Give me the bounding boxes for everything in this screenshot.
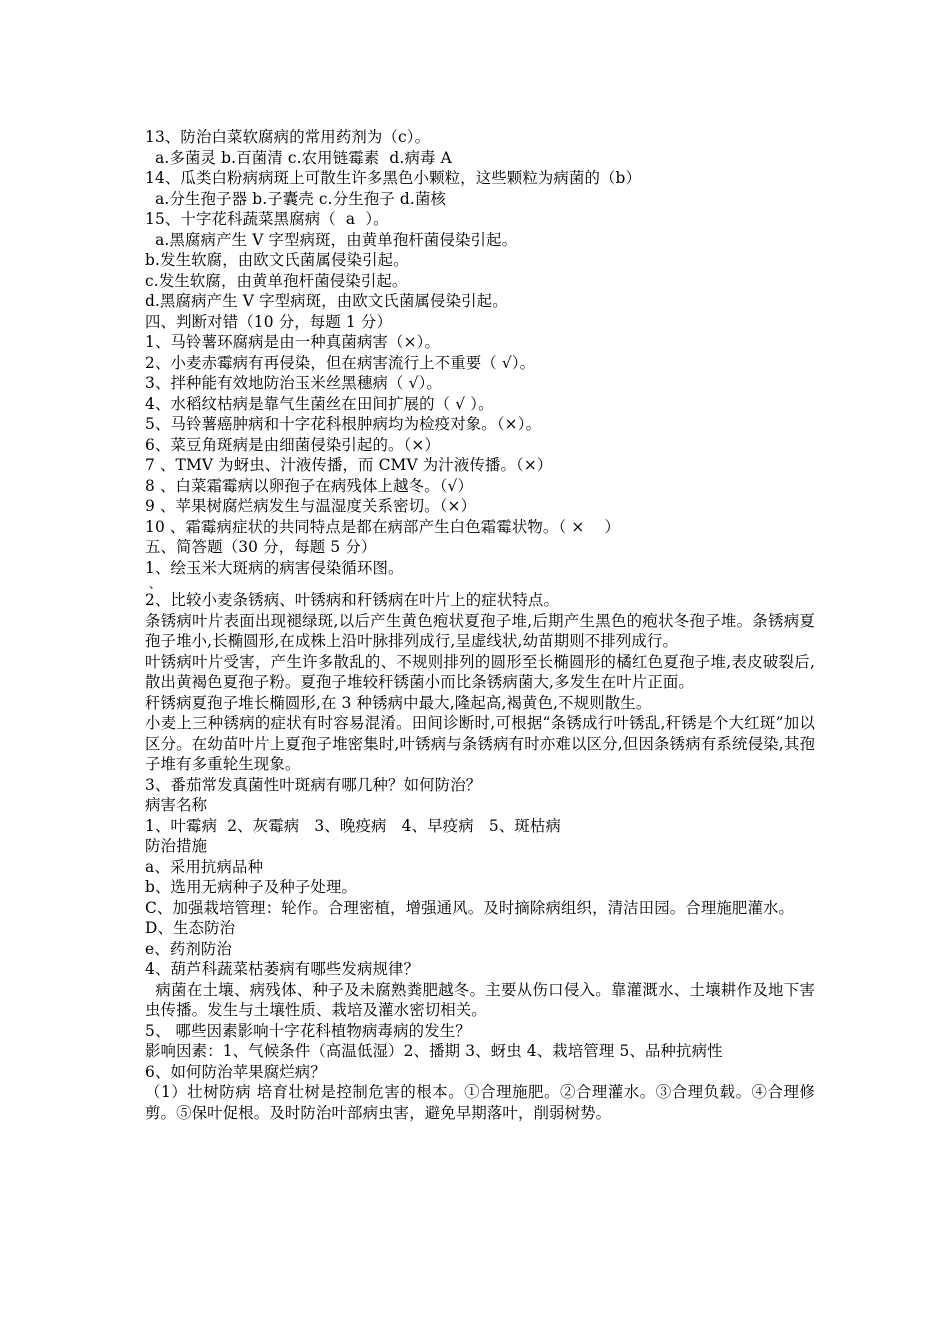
q15-option-a: a.黑腐病产生 V 字型病斑，由黄单孢杆菌侵染引起。 (145, 230, 518, 249)
q13-question: 13、防治白菜软腐病的常用药剂为（c）。 (145, 128, 431, 146)
short-answer-2-question: 2、比较小麦条锈病、叶锈病和秆锈病在叶片上的症状特点。 (145, 591, 559, 609)
answer-2-summary: 小麦上三种锈病的症状有时容易混淆。田间诊断时,可根据“条锈成行叶锈乱,秆锈是个大红斑”加以区分。在幼苗叶片上夏孢子堆密集时,叶锈病与条锈病有时亦难以区分,但因条锈病有系统侵染,其孢子堆有多重轮生现象。 (145, 714, 815, 773)
tf-item-1: 1、马铃薯环腐病是由一种真菌病害（×）。 (145, 333, 441, 351)
answer-2-stripe-rust: 条锈病叶片表面出现褪绿斑,以后产生黄色疱状夏孢子堆,后期产生黑色的疱状冬孢子堆。条锈病夏孢子堆小,长椭圆形,在成株上沿叶脉排列成行,呈虚线状,幼苗期则不排列成行。 (145, 611, 815, 650)
disease-names-list: 1、叶霉病 2、灰霉病 3、晚疫病 4、早疫病 5、斑枯病 (145, 816, 561, 835)
answer-2-stem-rust: 秆锈病夏孢子堆长椭圆形,在 3 种锈病中最大,隆起高,褐黄色,不规则散生。 (145, 693, 652, 712)
answer-5: 影响因素：1、气候条件（高温低湿）2、播期 3、蚜虫 4、栽培管理 5、品种抗病性 (145, 1042, 723, 1060)
short-answer-1: 1、绘玉米大斑病的病害侵染循环图。 (145, 558, 404, 577)
q14-options: a.分生孢子器 b.子囊壳 c.分生孢子 d.菌核 (145, 189, 447, 208)
tf-item-9: 9 、苹果树腐烂病发生与温湿度关系密切。（×） (145, 497, 477, 515)
tf-item-7: 7 、TMV 为蚜虫、汁液传播，而 CMV 为汁液传播。（×） (145, 456, 553, 474)
control-measure-c: C、加强栽培管理：轮作。合理密植，增强通风。及时摘除病组织，清洁田园。合理施肥灌水。 (145, 898, 795, 917)
q13-options: a.多菌灵 b.百菌清 c.农用链霉素 d.病毒 A (145, 148, 452, 167)
tf-item-4: 4、水稻纹枯病是靠气生菌丝在田间扩展的（ √ ）。 (145, 394, 494, 413)
q15-option-c: c.发生软腐，由黄单孢杆菌侵染引起。 (145, 271, 408, 290)
control-measures-heading: 防治措施 (145, 837, 208, 855)
short-answer-5-question: 5、 哪些因素影响十字花科植物病毒病的发生？ (145, 1021, 471, 1040)
tf-item-2: 2、小麦赤霉病有再侵染，但在病害流行上不重要（ √）。 (145, 353, 536, 372)
short-answer-4-question: 4、葫芦科蔬菜枯萎病有哪些发病规律？ (145, 960, 420, 978)
q15-question: 15、十字花科蔬菜黑腐病（ a ）。 (145, 210, 389, 228)
answer-2-leaf-rust: 叶锈病叶片受害，产生许多散乱的、不规则排列的圆形至长椭圆形的橘红色夏孢子堆,表皮破裂后,散出黄褐色夏孢子粉。夏孢子堆较秆锈菌小而比条锈病菌大,多发生在叶片正面。 (145, 652, 815, 691)
answer-4: 病菌在土壤、病残体、种子及未腐熟粪肥越冬。主要从伤口侵入。靠灌溉水、土壤耕作及地下害虫传播。发生与土壤性质、栽培及灌水密切相关。 (145, 980, 815, 1019)
tf-item-6: 6、菜豆角斑病是由细菌侵染引起的。（×） (145, 435, 441, 454)
tf-item-8: 8 、白菜霜霉病以卵孢子在病残体上越冬。（√） (145, 476, 474, 495)
control-measure-d: D、生态防治 (145, 919, 236, 937)
stray-mark: 、 (149, 577, 162, 591)
section-5-heading: 五、简答题（30 分，每题 5 分） (145, 538, 377, 556)
control-measure-e: e、药剂防治 (145, 939, 232, 958)
short-answer-3-question: 3、番茄常发真菌性叶斑病有哪几种？如何防治？ (145, 775, 482, 794)
document-body (145, 127, 815, 1123)
control-measure-a: a、采用抗病品种 (145, 857, 264, 876)
q15-option-d: d.黑腐病产生 V 字型病斑，由欧文氏菌属侵染引起。 (145, 292, 508, 310)
q15-option-b: b.发生软腐，由欧文氏菌属侵染引起。 (145, 251, 409, 269)
control-measure-b: b、选用无病种子及种子处理。 (145, 878, 358, 896)
tf-item-3: 3、拌种能有效地防治玉米丝黑穗病（ √）。 (145, 374, 442, 392)
q14-question: 14、瓜类白粉病病斑上可散生许多黑色小颗粒，这些颗粒为病菌的（b） (145, 169, 642, 187)
tf-item-10: 10 、霜霉病症状的共同特点是都在病部产生白色霜霉状物。（ × ） (145, 517, 621, 536)
tf-item-5: 5、马铃薯癌肿病和十字花科根肿病均为检疫对象。（×）。 (145, 415, 542, 433)
short-answer-6-question: 6、如何防治苹果腐烂病？ (145, 1062, 326, 1081)
answer-6: （1）壮树防病 培育壮树是控制危害的根本。①合理施肥。②合理灌水。③合理负载。④合理修剪。⑤保叶促根。及时防治叶部病虫害，避免早期落叶，削弱树势。 (145, 1083, 815, 1122)
section-4-heading: 四、判断对错（10 分，每题 1 分） (145, 312, 392, 331)
disease-names-heading: 病害名称 (145, 796, 208, 814)
